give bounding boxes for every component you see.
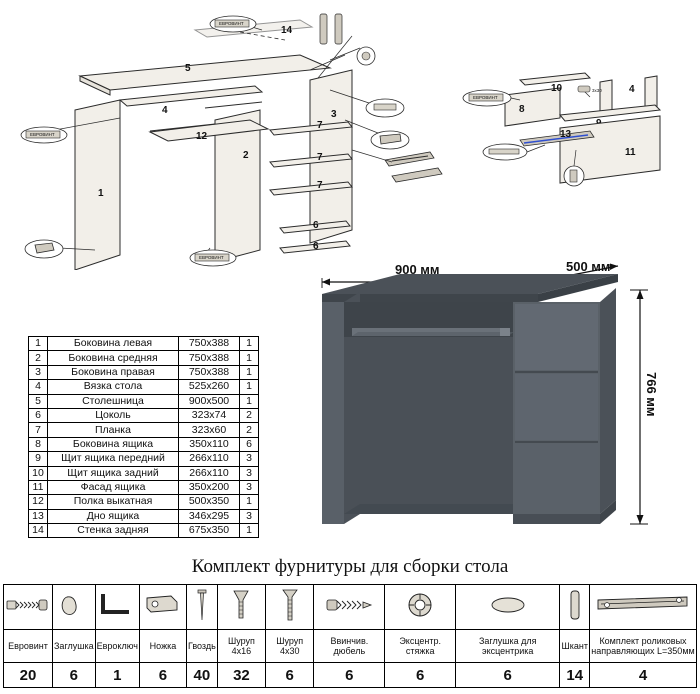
part-no: 12 [29, 495, 48, 509]
part-dim: 350x200 [179, 480, 240, 494]
nail-icon [186, 585, 217, 630]
part-dim: 350x110 [179, 437, 240, 451]
part-name: Боковина ящика [48, 437, 179, 451]
part-name: Стенка задняя [48, 524, 179, 538]
drawer-slide-icon [590, 585, 697, 630]
svg-text:7: 7 [317, 120, 323, 131]
part-no: 9 [29, 452, 48, 466]
height-dimension-label: 766 мм [644, 372, 659, 417]
table-row [29, 509, 259, 523]
part-name: Цоколь [48, 408, 179, 422]
part-qty: 1 [240, 380, 259, 394]
foot-icon [139, 585, 186, 630]
table-row [29, 495, 259, 509]
part-no: 6 [29, 408, 48, 422]
fitting-label: Ввинчив. дюбель [314, 630, 385, 663]
fittings-kit-table [3, 584, 697, 688]
fitting-label: Эксцентр. стяжка [385, 630, 456, 663]
table-row [29, 437, 259, 451]
part-qty: 3 [240, 466, 259, 480]
cam-cap-icon [455, 585, 559, 630]
part-no: 14 [29, 524, 48, 538]
part-no: 13 [29, 509, 48, 523]
svg-text:ЕВРОВИНТ: ЕВРОВИНТ [199, 255, 224, 260]
screw-4x30-icon [266, 585, 314, 630]
fittings-labels-row [4, 630, 697, 663]
part-dim: 323x74 [179, 408, 240, 422]
fitting-count: 1 [95, 663, 139, 688]
fitting-label: Шуруп 4x16 [217, 630, 265, 663]
svg-text:10: 10 [551, 83, 563, 94]
svg-text:4: 4 [162, 105, 168, 116]
part-dim: 750x388 [179, 365, 240, 379]
part-dim: 266x110 [179, 452, 240, 466]
svg-text:ЕВРОВИНТ: ЕВРОВИНТ [30, 132, 55, 137]
fitting-label: Комплект роликовых направляющих L=350мм [590, 630, 697, 663]
svg-text:3: 3 [331, 109, 337, 120]
dowel-icon [314, 585, 385, 630]
svg-text:14: 14 [281, 25, 293, 36]
part-dim: 323x60 [179, 423, 240, 437]
fitting-count: 6 [139, 663, 186, 688]
part-qty: 1 [240, 524, 259, 538]
depth-dimension-label: 500 мм [566, 259, 611, 274]
table-row [29, 408, 259, 422]
part-name: Боковина левая [48, 337, 179, 351]
part-no: 10 [29, 466, 48, 480]
fitting-label: Заглушка [53, 630, 96, 663]
part-no: 5 [29, 394, 48, 408]
part-name: Столешница [48, 394, 179, 408]
part-qty: 1 [240, 365, 259, 379]
table-row [29, 380, 259, 394]
fitting-count: 6 [314, 663, 385, 688]
fitting-count: 4 [590, 663, 697, 688]
fitting-label: Ножка [139, 630, 186, 663]
fitting-count: 32 [217, 663, 265, 688]
part-no: 1 [29, 337, 48, 351]
allen-key-icon [95, 585, 139, 630]
part-dim: 900x500 [179, 394, 240, 408]
table-row [29, 351, 259, 365]
part-dim: 750x388 [179, 351, 240, 365]
svg-text:ЕВРОВИНТ: ЕВРОВИНТ [473, 95, 498, 100]
table-row [29, 394, 259, 408]
part-name: Полка выкатная [48, 495, 179, 509]
part-no: 3 [29, 365, 48, 379]
svg-text:13: 13 [560, 129, 572, 140]
svg-text:6: 6 [313, 220, 319, 231]
table-row [29, 365, 259, 379]
part-name: Планка [48, 423, 179, 437]
table-row [29, 466, 259, 480]
fitting-count: 6 [53, 663, 96, 688]
fitting-count: 40 [186, 663, 217, 688]
part-dim: 750x388 [179, 337, 240, 351]
part-dim: 500x350 [179, 495, 240, 509]
cap-icon [53, 585, 96, 630]
svg-text:12: 12 [196, 131, 208, 142]
part-qty: 3 [240, 480, 259, 494]
fitting-count: 6 [385, 663, 456, 688]
fitting-label: Евроключ [95, 630, 139, 663]
svg-text:2: 2 [243, 150, 249, 161]
part-name: Боковина правая [48, 365, 179, 379]
svg-text:4: 4 [629, 84, 635, 95]
svg-text:6: 6 [313, 241, 319, 252]
svg-text:7: 7 [317, 152, 323, 163]
exploded-assembly-diagram [0, 0, 700, 270]
part-dim: 266x110 [179, 466, 240, 480]
part-qty: 3 [240, 509, 259, 523]
table-row [29, 337, 259, 351]
svg-text:7: 7 [317, 180, 323, 191]
parts-list-table [28, 336, 259, 538]
part-no: 7 [29, 423, 48, 437]
part-name: Щит ящика задний [48, 466, 179, 480]
fitting-label: Заглушка для эксцентрика [455, 630, 559, 663]
part-qty: 1 [240, 337, 259, 351]
part-name: Щит ящика передний [48, 452, 179, 466]
fitting-count: 6 [455, 663, 559, 688]
svg-text:ЕВРОВИНТ: ЕВРОВИНТ [219, 21, 244, 26]
part-no: 11 [29, 480, 48, 494]
part-qty: 1 [240, 351, 259, 365]
part-qty: 1 [240, 495, 259, 509]
part-no: 2 [29, 351, 48, 365]
part-dim: 525x260 [179, 380, 240, 394]
table-row [29, 452, 259, 466]
part-qty: 2 [240, 408, 259, 422]
part-name: Дно ящика [48, 509, 179, 523]
svg-text:5: 5 [185, 63, 191, 74]
svg-text:3x30: 3x30 [592, 88, 602, 93]
part-dim: 346x295 [179, 509, 240, 523]
part-no: 8 [29, 437, 48, 451]
fittings-icons-row [4, 585, 697, 630]
fitting-label: Шкант [560, 630, 590, 663]
width-dimension-label: 900 мм [395, 262, 440, 277]
table-row [29, 423, 259, 437]
svg-text:1: 1 [98, 188, 104, 199]
screw-4x16-icon [217, 585, 265, 630]
svg-text:11: 11 [625, 147, 636, 158]
part-dim: 675x350 [179, 524, 240, 538]
fitting-count: 20 [4, 663, 53, 688]
part-qty: 1 [240, 394, 259, 408]
parts-list-body [29, 337, 259, 538]
fitting-label: Евровинт [4, 630, 53, 663]
fittings-section-title: Комплект фурнитуры для сборки стола [191, 556, 509, 577]
part-name: Боковина средняя [48, 351, 179, 365]
part-name: Вязка стола [48, 380, 179, 394]
assembled-desk-render [300, 259, 700, 552]
wooden-dowel-icon [560, 585, 590, 630]
table-row [29, 480, 259, 494]
fitting-label: Гвоздь [186, 630, 217, 663]
fittings-counts-row [4, 663, 697, 688]
table-row [29, 524, 259, 538]
fitting-count: 6 [266, 663, 314, 688]
fitting-count: 14 [560, 663, 590, 688]
part-name: Фасад ящика [48, 480, 179, 494]
cam-lock-icon [385, 585, 456, 630]
fitting-label: Шуруп 4x30 [266, 630, 314, 663]
part-no: 4 [29, 380, 48, 394]
part-qty: 3 [240, 452, 259, 466]
svg-text:8: 8 [519, 104, 525, 115]
part-qty: 6 [240, 437, 259, 451]
part-qty: 2 [240, 423, 259, 437]
euro-screw-icon [4, 585, 53, 630]
